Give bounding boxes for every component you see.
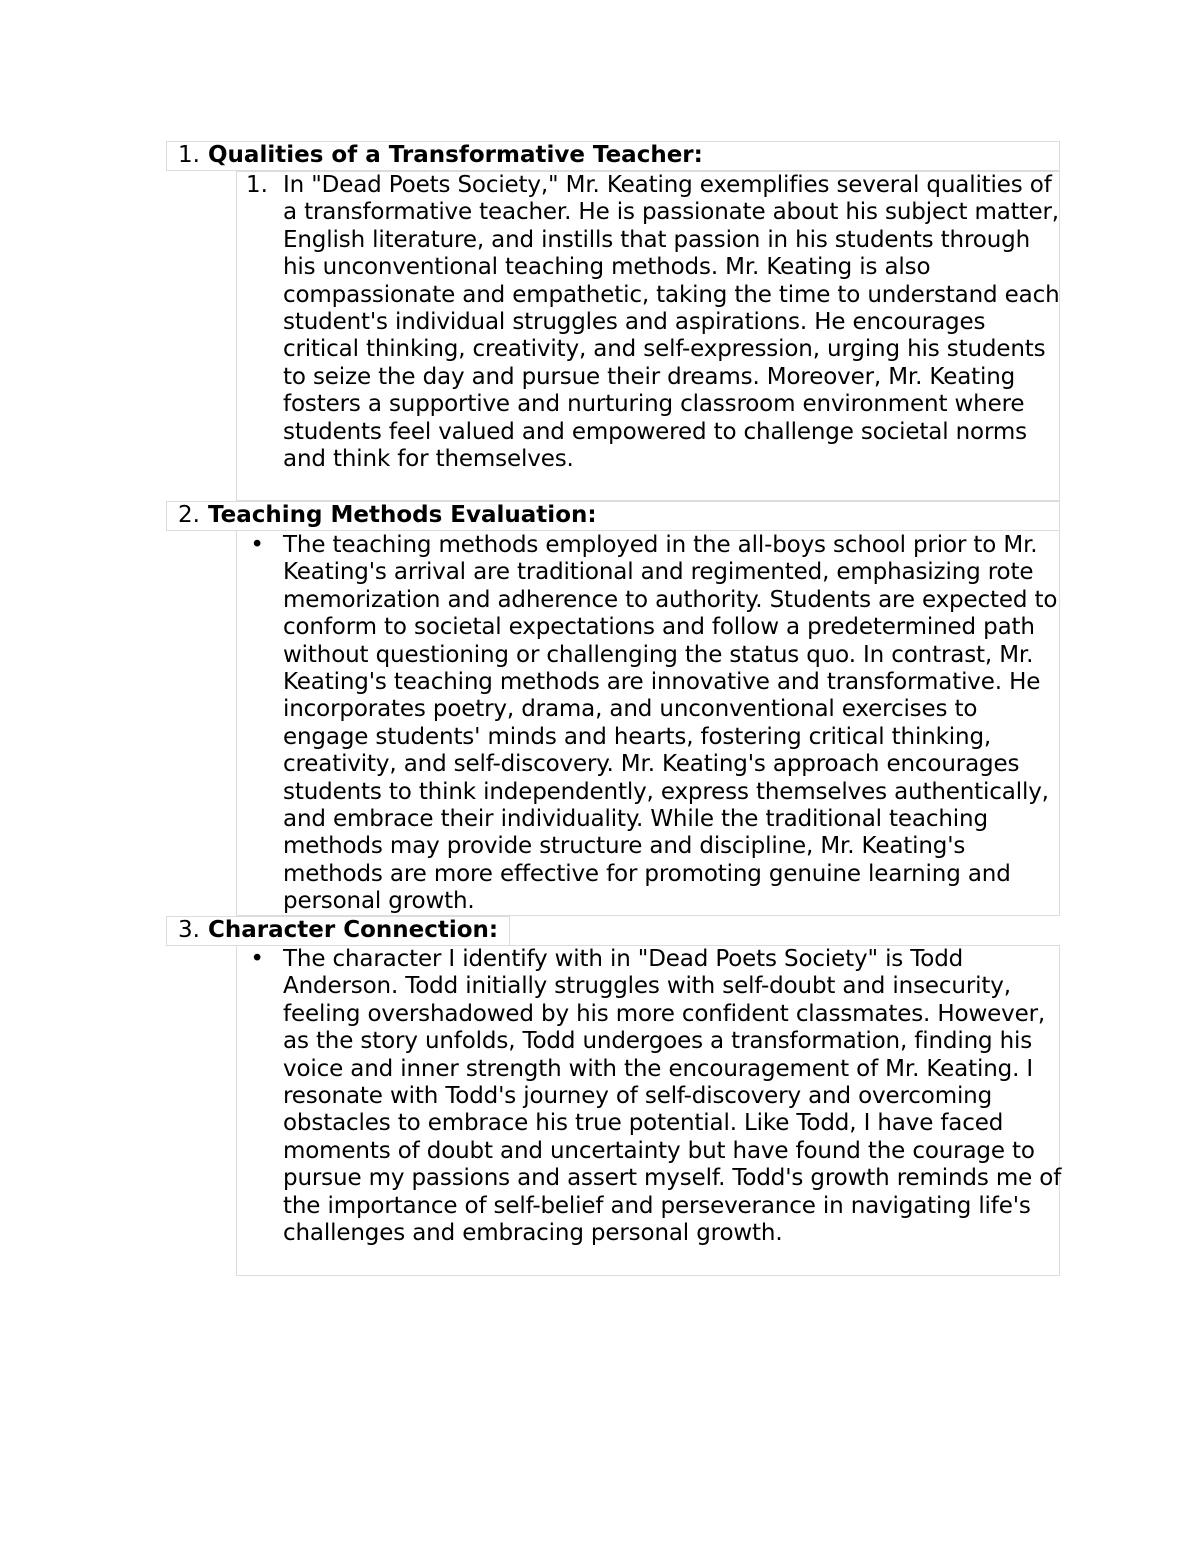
section-2-paragraph: The teaching methods employed in the all-boys school prior to Mr. Keating's arrival are traditional and regimented, emphasizing rote memorization and adherence to authority. Students are expected to conform to societal expectations and follow a predetermined path without questioning or challenging the status quo. In contrast, Mr. Keating's teaching methods are innovative and transformative. He incorporates poetry, drama, and unconventional exercises to engage students' minds and hearts, fostering critical thinking, creativity, and self-discovery. Mr. Keating's approach encourages students to think independently, express themselves authentically, and embrace their individuality. While the traditional teaching methods may provide structure and discipline, Mr. Keating's methods are more effective for promoting genuine learning and personal growth. [283,532,1058,915]
section-3-paragraph: The character I identify with in "Dead Poets Society" is Todd Anderson. Todd initially struggles with self-doubt and insecurity, feeling overshadowed by his more confident classmates. However, as the story unfolds, Todd undergoes a transformation, finding his voice and inner strength with the encouragement of Mr. Keating. I resonate with Todd's journey of self-discovery and overcoming obstacles to embrace his true potential. Like Todd, I have faced moments of doubt and uncertainty but have found the courage to pursue my passions and assert myself. Todd's growth reminds me of the importance of self-belief and perseverance in navigating life's challenges and embracing personal growth. [283,946,1062,1247]
section-3-number: 3. [178,917,200,943]
section-3-bullet: • [250,946,264,972]
section-1-paragraph: In "Dead Poets Society," Mr. Keating exemplifies several qualities of a transformative teacher. He is passionate about his subject matter, English literature, and instills that passion in his students through his unconventional teaching methods. Mr. Keating is also compassionate and empathetic, taking the time to understand each student's individual struggles and aspirations. He encourages critical thinking, creativity, and self-expression, urging his students to seize the day and pursue their dreams. Moreover, Mr. Keating fosters a supportive and nurturing classroom environment where students feel valued and empowered to challenge societal norms and think for themselves. [283,172,1060,473]
section-1-sub-number: 1. [246,172,268,198]
section-3-title: Character Connection: [208,917,499,943]
section-2-heading [160,502,597,529]
section-2-title: Teaching Methods Evaluation: [208,502,597,528]
section-1-heading [160,142,703,169]
section-2-bullet: • [250,532,264,558]
section-2-number: 2. [178,502,200,528]
section-1-title: Qualities of a Transformative Teacher: [208,142,703,168]
section-3-heading [160,917,498,944]
section-1-number: 1. [178,142,200,168]
